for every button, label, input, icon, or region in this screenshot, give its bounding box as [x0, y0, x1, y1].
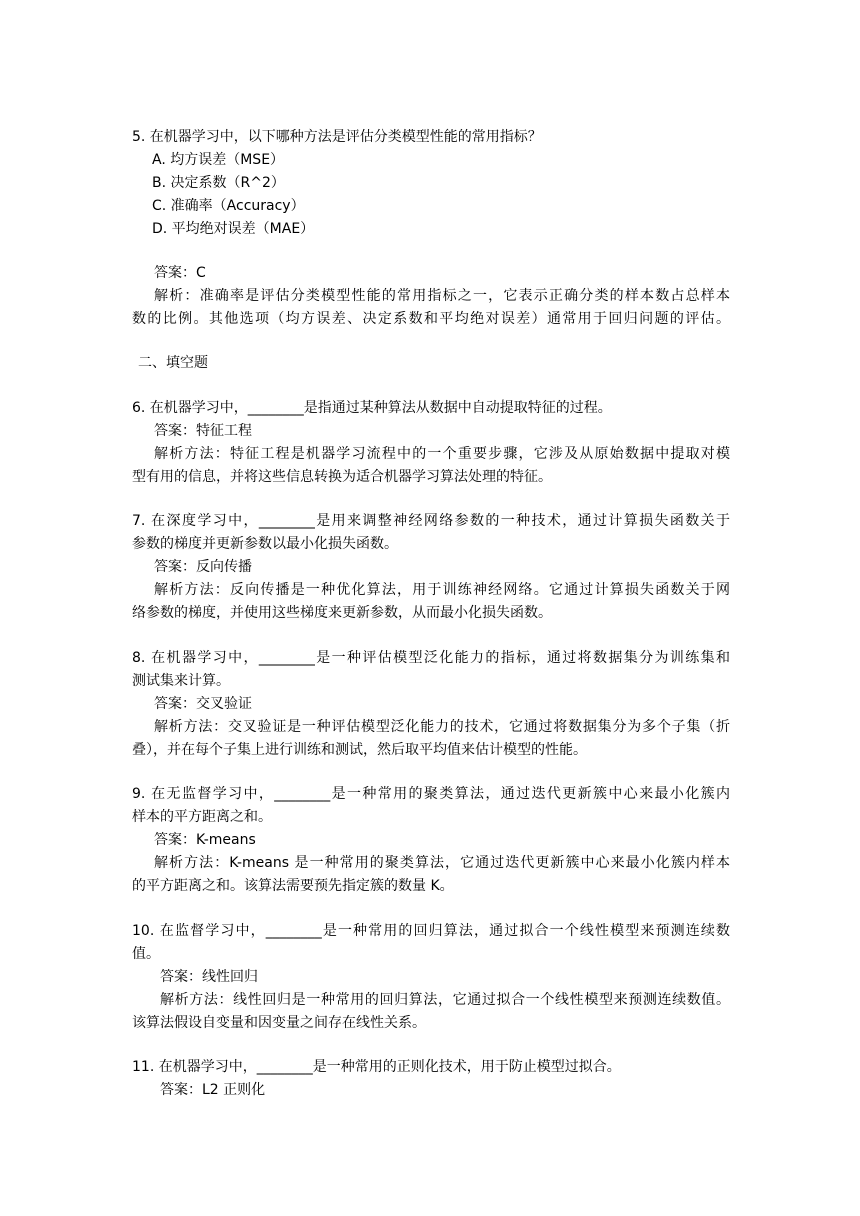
section-title: 二、填空题: [138, 355, 208, 371]
question-8-line1: 8. 在机器学习中，________是一种评估模型泛化能力的指标，通过将数据集分为训练集和: [132, 650, 730, 666]
analysis-6-line1: 解析方法：特征工程是机器学习流程中的一个重要步骤，它涉及从原始数据中提取对模: [154, 446, 730, 462]
question-11: 11. 在机器学习中，________是一种常用的正则化技术，用于防止模型过拟合。: [132, 1059, 621, 1075]
question-9-line2: 样本的平方距离之和。: [132, 809, 272, 825]
analysis-7-line1: 解析方法：反向传播是一种优化算法，用于训练神经网络。它通过计算损失函数关于网: [154, 582, 730, 598]
question-7-line1: 7. 在深度学习中，________是用来调整神经网络参数的一种技术，通过计算损失函数关于: [132, 513, 730, 529]
question-10-line1: 10. 在监督学习中，________是一种常用的回归算法，通过拟合一个线性模型来预测连续数: [132, 923, 730, 939]
answer-7: 答案：反向传播: [154, 559, 252, 575]
analysis-10-line1: 解析方法：线性回归是一种常用的回归算法，它通过拟合一个线性模型来预测连续数值。: [160, 992, 730, 1008]
analysis-5-line1: 解析：准确率是评估分类模型性能的常用指标之一，它表示正确分类的样本数占总样本: [154, 288, 730, 304]
analysis-8-line2: 叠），并在每个子集上进行训练和测试，然后取平均值来估计模型的性能。: [132, 742, 587, 758]
analysis-9-line1: 解析方法：K-means 是一种常用的聚类算法，它通过迭代更新簇中心来最小化簇内样本: [154, 855, 730, 871]
option-d: D. 平均绝对误差（MAE）: [152, 221, 315, 237]
analysis-5-line2: 数的比例。其他选项（均方误差、决定系数和平均绝对误差）通常用于回归问题的评估。: [132, 311, 730, 327]
question-6: 6. 在机器学习中，________是指通过某种算法从数据中自动提取特征的过程。: [132, 400, 612, 416]
answer-6: 答案：特征工程: [154, 423, 252, 439]
answer-9: 答案：K-means: [154, 832, 256, 848]
question-10-line2: 值。: [132, 946, 160, 962]
option-a: A. 均方误差（MSE）: [152, 152, 285, 168]
analysis-6-line2: 型有用的信息，并将这些信息转换为适合机器学习算法处理的特征。: [132, 469, 552, 485]
answer-11: 答案：L2 正则化: [160, 1082, 266, 1098]
analysis-9-line2: 的平方距离之和。该算法需要预先指定簇的数量 K。: [132, 878, 454, 894]
answer-8: 答案：交叉验证: [154, 696, 252, 712]
option-b: B. 决定系数（R^2）: [152, 175, 285, 191]
answer-5: 答案：C: [154, 265, 206, 281]
analysis-7-line2: 络参数的梯度，并使用这些梯度来更新参数，从而最小化损失函数。: [132, 605, 552, 621]
question-7-line2: 参数的梯度并更新参数以最小化损失函数。: [132, 536, 398, 552]
question-9-line1: 9. 在无监督学习中，________是一种常用的聚类算法，通过迭代更新簇中心来最小化簇内: [132, 786, 730, 802]
question-5: 5. 在机器学习中，以下哪种方法是评估分类模型性能的常用指标？: [132, 129, 542, 145]
option-c: C. 准确率（Accuracy）: [152, 198, 305, 214]
question-8-line2: 测试集来计算。: [132, 673, 230, 689]
analysis-10-line2: 该算法假设自变量和因变量之间存在线性关系。: [132, 1015, 426, 1031]
analysis-8-line1: 解析方法：交叉验证是一种评估模型泛化能力的技术，它通过将数据集分为多个子集（折: [154, 719, 730, 735]
answer-10: 答案：线性回归: [160, 969, 258, 985]
